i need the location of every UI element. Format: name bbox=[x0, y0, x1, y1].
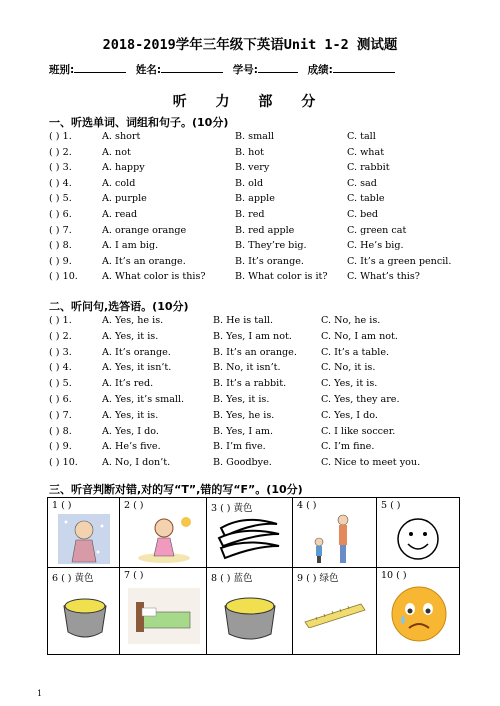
cell-label[interactable]: 10 ( ) bbox=[381, 570, 407, 581]
question-row bbox=[49, 147, 469, 162]
option-a: A. Yes, it’s small. bbox=[102, 394, 185, 405]
option-b: B. What color is it? bbox=[235, 271, 328, 283]
grid-cell-5 bbox=[377, 498, 459, 568]
option-c: C. It’s a table. bbox=[321, 346, 390, 358]
answer-bracket[interactable]: ( ) 2. bbox=[49, 146, 72, 158]
option-b: B. small bbox=[235, 131, 275, 142]
cell-label[interactable]: 8 ( ) 蓝色 bbox=[211, 573, 253, 584]
question-row bbox=[49, 131, 469, 146]
answer-bracket[interactable]: ( ) 4. bbox=[49, 362, 72, 374]
question-row bbox=[49, 394, 469, 409]
question-row bbox=[49, 315, 469, 330]
option-c: C. table bbox=[347, 193, 385, 205]
option-c: C. sad bbox=[347, 177, 377, 189]
answer-bracket[interactable]: ( ) 3. bbox=[49, 346, 72, 358]
page-number: 1 bbox=[37, 689, 43, 698]
cell-label[interactable]: 7 ( ) bbox=[124, 570, 144, 581]
answer-bracket[interactable]: ( ) 9. bbox=[49, 441, 72, 453]
option-b: B. Yes, I am not. bbox=[213, 330, 292, 342]
option-a: A. He’s five. bbox=[102, 441, 161, 453]
yellow-bowl-picture bbox=[58, 588, 112, 644]
question-row bbox=[49, 209, 469, 224]
answer-bracket[interactable]: ( ) 4. bbox=[49, 177, 72, 189]
answer-bracket[interactable]: ( ) 9. bbox=[49, 255, 72, 267]
option-a: A. purple bbox=[102, 193, 147, 205]
question-row bbox=[49, 347, 469, 362]
option-b: B. I’m five. bbox=[213, 441, 266, 453]
option-a: A. What color is this? bbox=[102, 271, 206, 283]
answer-bracket[interactable]: ( ) 10. bbox=[49, 457, 78, 469]
option-b: B. It’s an orange. bbox=[213, 346, 297, 358]
cell-label[interactable]: 1 ( ) bbox=[52, 500, 72, 511]
option-b: B. It’s orange. bbox=[235, 255, 304, 267]
name-blank[interactable] bbox=[161, 62, 223, 73]
option-a: A. I am big. bbox=[102, 240, 159, 252]
question-row bbox=[49, 240, 469, 255]
answer-bracket[interactable]: ( ) 8. bbox=[49, 240, 72, 252]
student-info-line bbox=[49, 62, 401, 77]
question-row bbox=[49, 178, 469, 193]
option-a: A. cold bbox=[102, 177, 136, 189]
option-c: C. rabbit bbox=[347, 162, 390, 174]
option-b: B. Yes, he is. bbox=[213, 409, 275, 421]
option-c: C. No, it is. bbox=[321, 362, 376, 374]
option-a: A. It’s red. bbox=[102, 378, 154, 390]
sad-face-picture bbox=[389, 584, 449, 644]
option-a: A. Yes, it isn’t. bbox=[102, 362, 172, 374]
option-c: C. green cat bbox=[347, 224, 407, 236]
blue-bowl-picture bbox=[219, 588, 281, 644]
score-label: 成绩: bbox=[307, 64, 333, 76]
grid-cell-3 bbox=[207, 498, 293, 568]
number-label: 学号: bbox=[232, 64, 258, 76]
option-b: B. Yes, it is. bbox=[213, 394, 270, 405]
page-title: 2018-2019学年三年级下英语Unit 1-2 测试题 bbox=[102, 37, 398, 53]
option-c: C. what bbox=[347, 146, 385, 158]
class-blank[interactable] bbox=[74, 62, 126, 73]
answer-bracket[interactable]: ( ) 7. bbox=[49, 409, 72, 421]
option-c: C. Nice to meet you. bbox=[321, 457, 421, 469]
question-row bbox=[49, 256, 469, 271]
answer-bracket[interactable]: ( ) 10. bbox=[49, 271, 78, 283]
answer-bracket[interactable]: ( ) 6. bbox=[49, 209, 72, 220]
option-b: B. They’re big. bbox=[235, 240, 307, 252]
option-b: B. old bbox=[235, 177, 264, 189]
option-b: B. hot bbox=[235, 146, 264, 158]
name-label: 姓名: bbox=[135, 64, 162, 76]
option-a: A. not bbox=[102, 146, 131, 158]
ruler-picture bbox=[303, 598, 367, 628]
question-row bbox=[49, 271, 469, 286]
cell-label[interactable]: 4 ( ) bbox=[297, 500, 317, 511]
answer-bracket[interactable]: ( ) 8. bbox=[49, 425, 72, 437]
option-a: A. Yes, it is. bbox=[102, 409, 159, 421]
option-b: B. It’s a rabbit. bbox=[213, 378, 287, 390]
hot-girl-picture bbox=[134, 514, 194, 564]
grid-cell-8 bbox=[207, 568, 293, 654]
option-a: A. orange orange bbox=[102, 224, 187, 236]
option-c: C. He’s big. bbox=[347, 240, 404, 252]
bed-picture bbox=[128, 588, 200, 644]
cell-label[interactable]: 2 ( ) bbox=[124, 500, 144, 511]
section3-heading: 三、听音判断对错,对的写“T”,错的写“F”。(10分) bbox=[49, 483, 303, 496]
question-row bbox=[49, 457, 469, 472]
option-c: C. Yes, I do. bbox=[321, 409, 378, 421]
grid-cell-10 bbox=[377, 568, 459, 654]
grid-cell-9 bbox=[293, 568, 377, 654]
section1-heading: 一、听选单词、词组和句子。(10分) bbox=[49, 116, 229, 129]
option-b: B. apple bbox=[235, 193, 275, 205]
option-c: C. No, he is. bbox=[321, 315, 381, 326]
question-row bbox=[49, 441, 469, 456]
option-a: A. It’s an orange. bbox=[102, 255, 186, 267]
cold-girl-picture bbox=[58, 514, 110, 564]
answer-bracket[interactable]: ( ) 5. bbox=[49, 193, 72, 205]
class-label: 班别: bbox=[49, 64, 75, 76]
cell-label[interactable]: 3 ( ) 黄色 bbox=[211, 503, 253, 514]
question-row bbox=[49, 162, 469, 177]
question-row bbox=[49, 225, 469, 240]
option-b: B. red bbox=[235, 209, 265, 220]
option-c: C. No, I am not. bbox=[321, 330, 398, 342]
answer-bracket[interactable]: ( ) 6. bbox=[49, 394, 72, 405]
picture-grid bbox=[47, 497, 460, 655]
option-b: B. Goodbye. bbox=[213, 457, 272, 469]
option-c: C. bed bbox=[347, 209, 379, 220]
option-a: A. happy bbox=[102, 162, 145, 174]
option-c: C. I like soccer. bbox=[321, 425, 396, 437]
question-row bbox=[49, 410, 469, 425]
option-c: C. Yes, they are. bbox=[321, 394, 400, 405]
option-c: C. It’s a green pencil. bbox=[347, 255, 452, 267]
option-a: A. short bbox=[102, 131, 141, 142]
option-c: C. tall bbox=[347, 131, 376, 142]
option-a: A. Yes, I do. bbox=[102, 425, 159, 437]
option-b: B. No, it isn’t. bbox=[213, 362, 281, 374]
option-a: A. Yes, it is. bbox=[102, 330, 159, 342]
answer-bracket[interactable]: ( ) 1. bbox=[49, 315, 72, 326]
option-a: A. read bbox=[102, 209, 138, 220]
tall-short-picture bbox=[307, 512, 363, 566]
option-a: A. No, I don’t. bbox=[102, 457, 171, 469]
option-b: B. very bbox=[235, 162, 270, 174]
answer-bracket[interactable]: ( ) 1. bbox=[49, 131, 72, 142]
question-row bbox=[49, 331, 469, 346]
grid-cell-6 bbox=[48, 568, 120, 654]
answer-bracket[interactable]: ( ) 7. bbox=[49, 224, 72, 236]
option-b: B. He is tall. bbox=[213, 315, 274, 326]
grid-cell-4 bbox=[293, 498, 377, 568]
option-c: C. Yes, it is. bbox=[321, 378, 378, 390]
grid-cell-1 bbox=[48, 498, 120, 568]
number-blank[interactable] bbox=[258, 62, 298, 73]
section2-heading: 二、听问句,选答语。(10分) bbox=[49, 300, 189, 313]
option-c: C. What’s this? bbox=[347, 271, 420, 283]
answer-bracket[interactable]: ( ) 3. bbox=[49, 162, 72, 174]
option-b: B. Yes, I am. bbox=[213, 425, 274, 437]
option-a: A. Yes, he is. bbox=[102, 315, 164, 326]
cell-label[interactable]: 6 ( ) 黄色 bbox=[52, 573, 94, 584]
option-b: B. red apple bbox=[235, 224, 295, 236]
grid-cell-7 bbox=[120, 568, 207, 654]
smiley-face-picture bbox=[393, 514, 443, 564]
answer-bracket[interactable]: ( ) 2. bbox=[49, 330, 72, 342]
question-row bbox=[49, 426, 469, 441]
option-c: C. I’m fine. bbox=[321, 441, 375, 453]
cell-label[interactable]: 9 ( ) 绿色 bbox=[297, 573, 339, 584]
grid-cell-2 bbox=[120, 498, 207, 568]
question-row bbox=[49, 362, 469, 377]
score-blank[interactable] bbox=[333, 62, 395, 73]
question-row bbox=[49, 378, 469, 393]
answer-bracket[interactable]: ( ) 5. bbox=[49, 378, 72, 390]
cell-label[interactable]: 5 ( ) bbox=[381, 500, 401, 511]
question-row bbox=[49, 193, 469, 208]
section-subtitle: 听 力 部 分 bbox=[172, 94, 328, 110]
option-a: A. It’s orange. bbox=[102, 346, 171, 358]
bananas-picture bbox=[215, 514, 285, 564]
